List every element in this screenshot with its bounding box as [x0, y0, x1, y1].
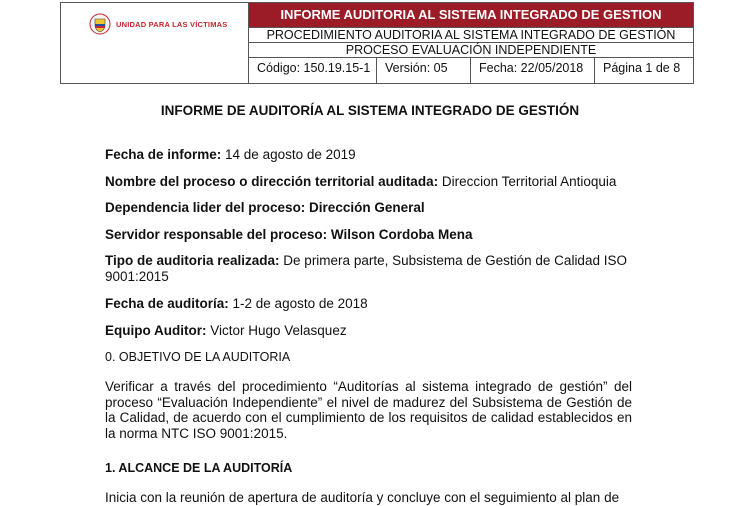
- field-label: Fecha de informe:: [105, 147, 222, 162]
- field-label: Dependencia lider del proceso: Dirección General: [105, 200, 425, 215]
- coat-of-arms-icon: [89, 13, 111, 35]
- field-lead-dependency: [105, 200, 425, 215]
- document-version: Versión: 05: [377, 58, 471, 83]
- document-header-table: [60, 2, 694, 84]
- field-value: 1-2 de agosto de 2018: [228, 296, 368, 311]
- logo: [89, 13, 227, 35]
- report-title-bar: INFORME AUDITORIA AL SISTEMA INTEGRADO DE GESTION: [249, 3, 693, 28]
- metadata-row: [249, 58, 693, 83]
- logo-cell: [61, 3, 249, 83]
- section-objective-heading: 0. OBJETIVO DE LA AUDITORIA: [105, 350, 291, 364]
- field-value: Direccion Territorial Antioquia: [438, 174, 617, 189]
- section-objective-body: Verificar a través del procedimiento “Auditorías al sistema integrado de gestión” del proceso “Evaluación Independiente” el nivel de madurez del Subsistema de Gestión de la Calidad, de acuerdo con el cumplimiento de los requisitos de calidad establecidos en la norma NTC ISO 9001:2015.: [105, 379, 632, 441]
- field-label: Fecha de auditoría:: [105, 296, 229, 311]
- field-label: Tipo de auditoria realizada:: [105, 253, 280, 268]
- document-title: INFORME DE AUDITORÍA AL SISTEMA INTEGRADO DE GESTIÓN: [160, 103, 580, 118]
- document-date: Fecha: 22/05/2018: [471, 58, 595, 83]
- field-audit-date: [105, 296, 368, 311]
- field-audit-type: [105, 253, 627, 268]
- section-scope-body: Inicia con la reunión de apertura de auditoría y concluye con el seguimiento al plan de: [105, 490, 620, 505]
- field-value: 14 de agosto de 2019: [221, 147, 356, 162]
- field-audit-type-continued: 9001:2015: [105, 269, 169, 284]
- field-label: Servidor responsable del proceso: Wilson Cordoba Mena: [105, 227, 473, 242]
- field-value: De primera parte, Subsistema de Gestión de Calidad ISO: [279, 253, 627, 268]
- document-code: Código: 150.19.15-1: [249, 58, 377, 83]
- logo-text: UNIDAD PARA LAS VÍCTIMAS: [116, 19, 228, 29]
- section-scope-heading: 1. ALCANCE DE LA AUDITORÍA: [105, 461, 293, 475]
- field-responsible-servant: [105, 227, 472, 242]
- process-name: PROCESO EVALUACIÓN INDEPENDIENTE: [249, 43, 693, 58]
- field-audited-process: [105, 174, 616, 189]
- field-audit-team: [105, 323, 347, 338]
- procedure-name: PROCEDIMIENTO AUDITORIA AL SISTEMA INTEGRADO DE GESTIÓN: [249, 28, 693, 43]
- page-number: Página 1 de 8: [603, 61, 681, 75]
- field-value: Victor Hugo Velasquez: [206, 323, 347, 338]
- field-label: Equipo Auditor:: [105, 323, 207, 338]
- field-report-date: [105, 147, 356, 162]
- field-label: Nombre del proceso o dirección territorial auditada:: [105, 174, 439, 189]
